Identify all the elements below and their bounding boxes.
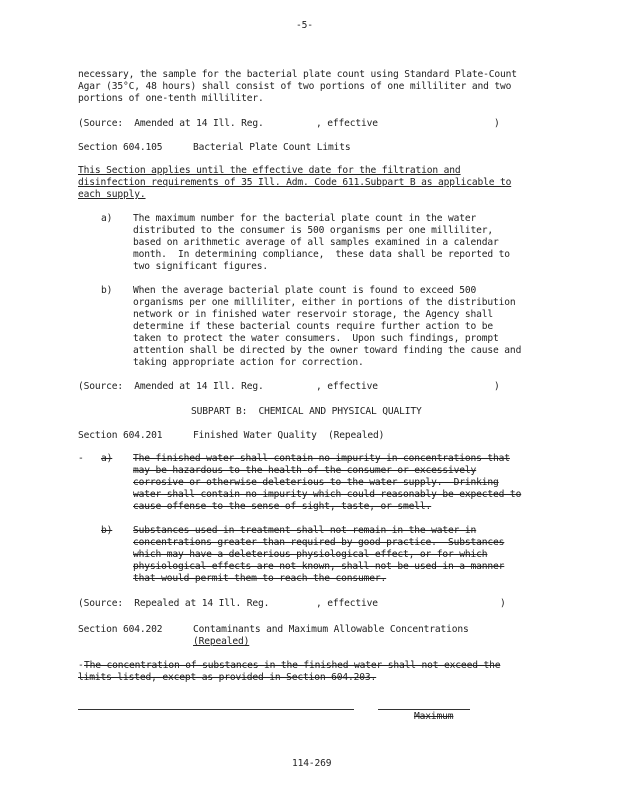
subpart-heading: SUBPART B: CHEMICAL AND PHYSICAL QUALITY	[191, 406, 422, 417]
item-a-label: a)	[101, 213, 113, 224]
item-b-label: b)	[101, 285, 113, 296]
struck-b-line-2: concentrations greater than required by good practice. Substances	[133, 537, 505, 548]
item-a-line-2: distributed to the consumer is 500 organisms per one milliliter,	[133, 225, 494, 236]
struck-202-line-2: limits listed, except as provided in Section 604.203.	[78, 672, 377, 683]
intro-line-3: portions of one-tenth milliliter.	[78, 93, 264, 104]
struck-b-line-1: Substances used in treatment shall not remain in the water in	[133, 525, 477, 536]
applies-line-1: This Section applies until the effective date for the filtration and	[78, 165, 461, 176]
source-2-mid: , effective	[316, 381, 378, 392]
table-rule-3	[378, 709, 470, 710]
table-header-maximum: Maximum	[414, 711, 454, 722]
section-105-number: Section 604.105	[78, 142, 163, 153]
source-3-right: )	[500, 598, 506, 609]
source-2-right: )	[494, 381, 500, 392]
page-number-bottom: 114-269	[292, 758, 332, 769]
struck-b-line-5: that would permit them to reach the consumer.	[133, 573, 387, 584]
table-rule-2	[168, 709, 354, 710]
struck-a-line-4: water shall contain no impurity which could reasonably be expected to	[133, 489, 522, 500]
struck-202-dash: -	[78, 660, 84, 671]
struck-a-line-1: The finished water shall contain no impurity in concentrations that	[133, 453, 510, 464]
section-105-title: Bacterial Plate Count Limits	[193, 142, 351, 153]
source-3-mid: , effective	[316, 598, 378, 609]
applies-line-2: disinfection requirements of 35 Ill. Adm. Code 611.Subpart B as applicable to	[78, 177, 512, 188]
source-2-left: (Source: Amended at 14 Ill. Reg.	[78, 381, 264, 392]
section-201-title: Finished Water Quality (Repealed)	[193, 430, 385, 441]
struck-a-line-5: cause offense to the sense of sight, taste, or smell.	[133, 501, 432, 512]
item-b-line-3: network or in finished water reservoir storage, the Agency shall	[133, 309, 494, 320]
section-202-number: Section 604.202	[78, 624, 163, 635]
item-b-line-5: taken to protect the water consumers. Upon such findings, prompt	[133, 333, 499, 344]
source-3-left: (Source: Repealed at 14 Ill. Reg.	[78, 598, 270, 609]
section-202-title: Contaminants and Maximum Allowable Concentrations	[193, 624, 469, 635]
struck-b-line-3: which may have a deleterious physiological effect, or for which	[133, 549, 488, 560]
item-b-line-2: organisms per one milliliter, either in portions of the distribution	[133, 297, 516, 308]
item-a-line-1: The maximum number for the bacterial plate count in the water	[133, 213, 477, 224]
source-1-mid: , effective	[316, 118, 378, 129]
struck-a-line-2: may be hazardous to the health of the consumer or excessively	[133, 465, 477, 476]
struck-a-label: a)	[101, 453, 113, 464]
item-b-line-6: attention shall be directed by the owner toward finding the cause and	[133, 345, 522, 356]
struck-b-line-4: physiological effects are not known, shall not be used in a manner	[133, 561, 505, 572]
applies-line-3: each supply.	[78, 189, 146, 200]
table-rule-1	[78, 709, 168, 710]
struck-b-label: b)	[101, 525, 113, 536]
item-a-line-3: based on arithmetic average of all samples examined in a calendar	[133, 237, 499, 248]
intro-line-1: necessary, the sample for the bacterial plate count using Standard Plate-Count	[78, 69, 517, 80]
item-b-line-1: When the average bacterial plate count is found to exceed 500	[133, 285, 477, 296]
section-202-title-2: (Repealed)	[193, 636, 250, 647]
item-b-line-4: determine if these bacterial counts require further action to be	[133, 321, 494, 332]
intro-line-2: Agar (35°C, 48 hours) shall consist of two portions of one milliliter and two	[78, 81, 512, 92]
item-b-line-7: taking appropriate action for correction.	[133, 357, 364, 368]
struck-202-line-1: The concentration of substances in the finished water shall not exceed the	[84, 660, 501, 671]
item-a-line-5: two significant figures.	[133, 261, 269, 272]
source-1-right: )	[494, 118, 500, 129]
section-201-number: Section 604.201	[78, 430, 163, 441]
struck-a-line-3: corrosive or otherwise deleterious to the water supply. Drinking	[133, 477, 499, 488]
struck-a-dash: -	[78, 453, 84, 464]
page-number-top: -5-	[296, 20, 313, 31]
source-1-left: (Source: Amended at 14 Ill. Reg.	[78, 118, 264, 129]
item-a-line-4: month. In determining compliance, these data shall be reported to	[133, 249, 510, 260]
